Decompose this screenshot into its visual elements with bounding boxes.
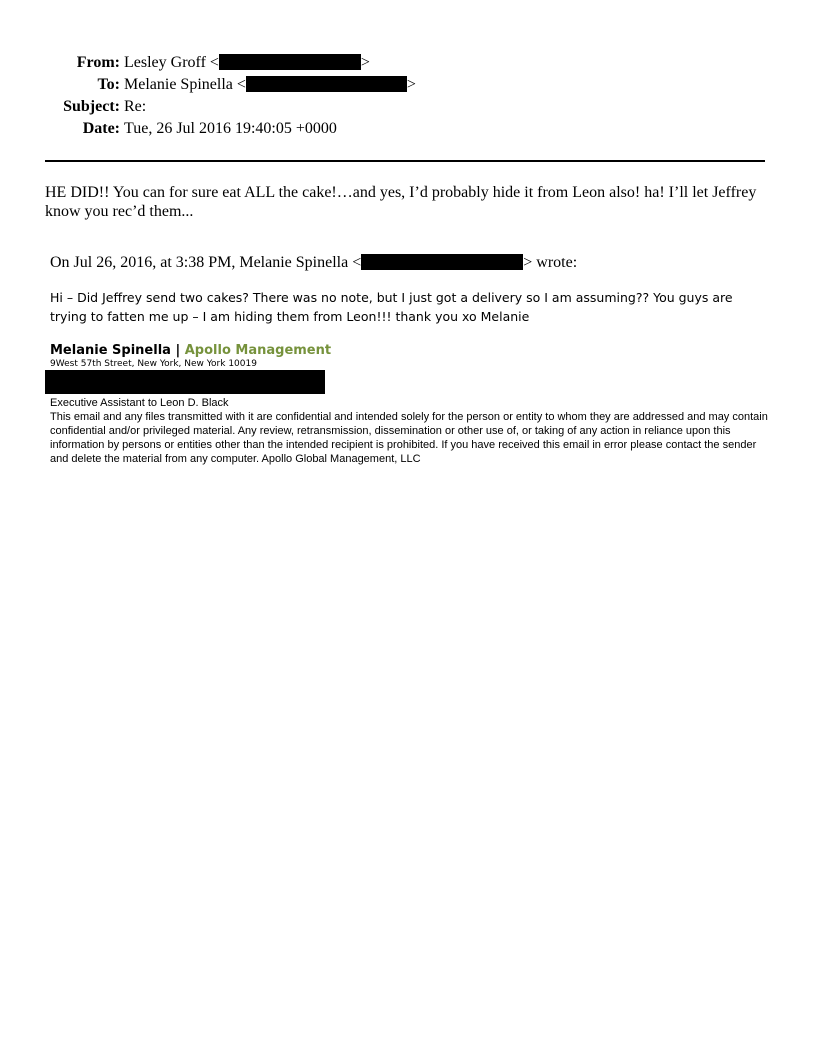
quoted-intro-prefix: On Jul 26, 2016, at 3:38 PM, Melanie Spinella < (50, 254, 362, 271)
confidentiality-disclaimer: This email and any files transmitted with it are confidential and intended solely for the person or entity to whom they are addressed and may contain confidential and/or privileged material. Any review, retransmission, dissemination or other use of, or taking of any action in reliance upon this information by persons or entities other than the intended recipient is prohibited. If you have received this email in error please contact the sender and delete the material from any computer. Apollo Global Management, LLC (50, 411, 768, 465)
from-name: Lesley Groff < (124, 54, 219, 71)
email-header (0, 52, 816, 140)
redaction-block (219, 54, 361, 70)
subject-row (0, 96, 816, 118)
to-close: > (406, 76, 416, 93)
signature-company: Apollo Management (184, 343, 332, 358)
quoted-intro (50, 253, 577, 273)
date-label: Date: (82, 120, 120, 137)
signature-line (50, 343, 331, 358)
from-value (124, 52, 370, 74)
to-name: Melanie Spinella < (124, 76, 246, 93)
quoted-body: Hi – Did Jeffrey send two cakes? There was no note, but I just got a delivery so I am assuming?? You guys are trying to fatten me up – I am hiding them from Leon!!! thank you xo Melanie (50, 290, 733, 324)
to-value (124, 74, 416, 96)
from-row (0, 52, 816, 74)
to-row (0, 74, 816, 96)
to-label: To: (97, 76, 120, 93)
quoted-intro-suffix: > wrote: (523, 254, 578, 271)
redaction-block (45, 370, 325, 394)
subject-label: Subject: (63, 98, 120, 115)
from-close: > (360, 54, 370, 71)
subject-value: Re: (124, 98, 147, 115)
date-row (0, 118, 816, 140)
redaction-block (361, 254, 523, 270)
header-divider (45, 160, 765, 162)
reply-body: HE DID!! You can for sure eat ALL the cake!…and yes, I’d probably hide it from Leon also! ha! I’ll let Jeffrey know you rec’d them... (45, 184, 757, 220)
redaction-block (246, 76, 407, 92)
from-label: From: (76, 54, 120, 71)
signature-address: 9West 57th Street, New York, New York 10019 (50, 359, 257, 369)
date-value: Tue, 26 Jul 2016 19:40:05 +0000 (124, 120, 337, 137)
signature-title: Executive Assistant to Leon D. Black (50, 397, 229, 409)
signature-name: Melanie Spinella (50, 343, 171, 358)
signature-separator: | (170, 343, 185, 358)
